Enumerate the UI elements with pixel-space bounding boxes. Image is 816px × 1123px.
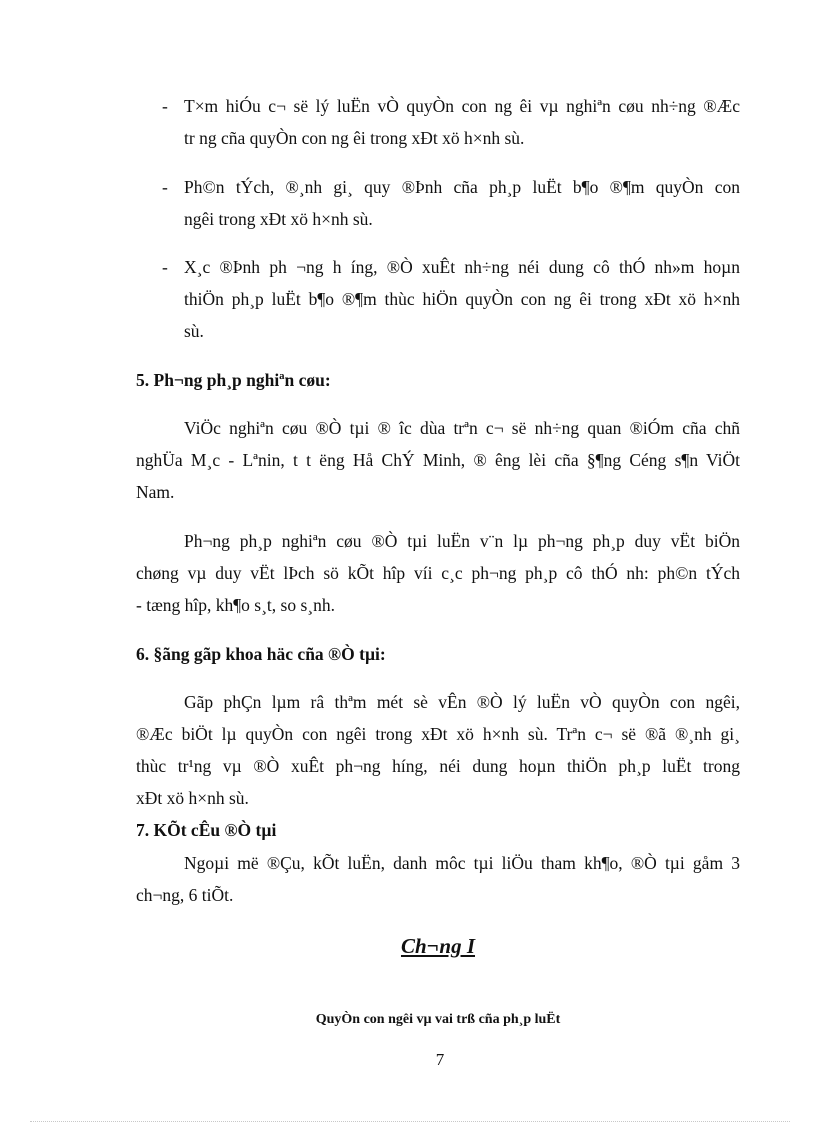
bullet-2-line-1: Ph©n tÝch, ®¸nh gi¸ quy ®Þnh cña ph¸p luËt b¶o ®¶m quyÒn con bbox=[184, 177, 740, 197]
bullet-3-line-1: X¸c ®Þnh ph ¬ng h íng, ®Ò xuÊt nh÷ng néi dung cô thÓ nh»m hoµn bbox=[184, 257, 740, 277]
section-6-heading: 6. §ãng gãp khoa häc cña ®Ò tµi: bbox=[136, 644, 386, 664]
section-5-para-1-line-2: nghÜa M¸c - Lªnin, t t ëng Hå ChÝ Minh, ® êng lèi cña §¶ng Céng s¶n ViÖt bbox=[136, 450, 740, 470]
section-6-para-line-1: Gãp phÇn lµm râ thªm mét sè vÊn ®Ò lý luËn vÒ quyÒn con ngêi, bbox=[184, 692, 740, 712]
bullet-1-line-2: tr ng cña quyÒn con ng êi trong xÐt xö h×nh sù. bbox=[184, 128, 525, 148]
section-5-para-1-line-3: Nam. bbox=[136, 482, 175, 502]
bullet-dash: - bbox=[162, 257, 168, 277]
section-5-para-2-line-2: chøng vµ duy vËt lÞch sö kÕt hîp víi c¸c ph¬ng ph¸p cô thÓ nh: ph©n tÝch bbox=[136, 563, 740, 583]
section-6-para-line-2: ®Æc biÖt lµ quyÒn con ngêi trong xÐt xö h×nh sù. Trªn c¬ së ®ã ®¸nh gi¸ bbox=[136, 724, 740, 744]
page-number: 7 bbox=[435, 1050, 445, 1069]
section-7-heading: 7. KÕt cÊu ®Ò tµi bbox=[136, 820, 277, 840]
section-6-para-line-3: thùc tr¹ng vµ ®Ò xuÊt ph¬ng híng, néi dung hoµn thiÖn ph¸p luËt trong bbox=[136, 756, 740, 776]
section-6-para-line-4: xÐt xö h×nh sù. bbox=[136, 788, 249, 808]
bullet-2-line-2: ngêi trong xÐt xö h×nh sù. bbox=[184, 209, 373, 229]
chapter-title: Ch¬ng I bbox=[400, 934, 475, 958]
bullet-3-line-3: sù. bbox=[184, 321, 204, 341]
section-5-para-2-line-3: - tæng hîp, kh¶o s¸t, so s¸nh. bbox=[136, 595, 335, 615]
section-7-para-line-2: ch¬ng, 6 tiÕt. bbox=[136, 885, 234, 905]
bullet-dash: - bbox=[162, 96, 168, 116]
chapter-subtitle: QuyÒn con ngêi vµ vai trß cña ph¸p luËt bbox=[315, 1012, 561, 1027]
section-5-para-1-line-1: ViÖc nghiªn cøu ®Ò tµi ® îc dùa trªn c¬ së nh÷ng quan ®iÓm cña chñ bbox=[184, 418, 740, 438]
page-bottom-divider bbox=[30, 1121, 790, 1122]
bullet-3-line-2: thiÖn ph¸p luËt b¶o ®¶m thùc hiÖn quyÒn con ng êi trong xÐt xö h×nh bbox=[184, 289, 740, 309]
bullet-1-line-1: T×m hiÓu c¬ së lý luËn vÒ quyÒn con ng êi vµ nghiªn cøu nh÷ng ®Æc bbox=[184, 96, 740, 116]
section-5-para-2-line-1: Ph¬ng ph¸p nghiªn cøu ®Ò tµi luËn v¨n lµ ph¬ng ph¸p duy vËt biÖn bbox=[184, 531, 740, 551]
section-7-para-line-1: Ngoµi më ®Çu, kÕt luËn, danh môc tµi liÖu tham kh¶o, ®Ò tµi gåm 3 bbox=[184, 853, 740, 873]
bullet-dash: - bbox=[162, 177, 168, 197]
section-5-heading: 5. Ph¬ng ph¸p nghiªn cøu: bbox=[136, 370, 331, 390]
